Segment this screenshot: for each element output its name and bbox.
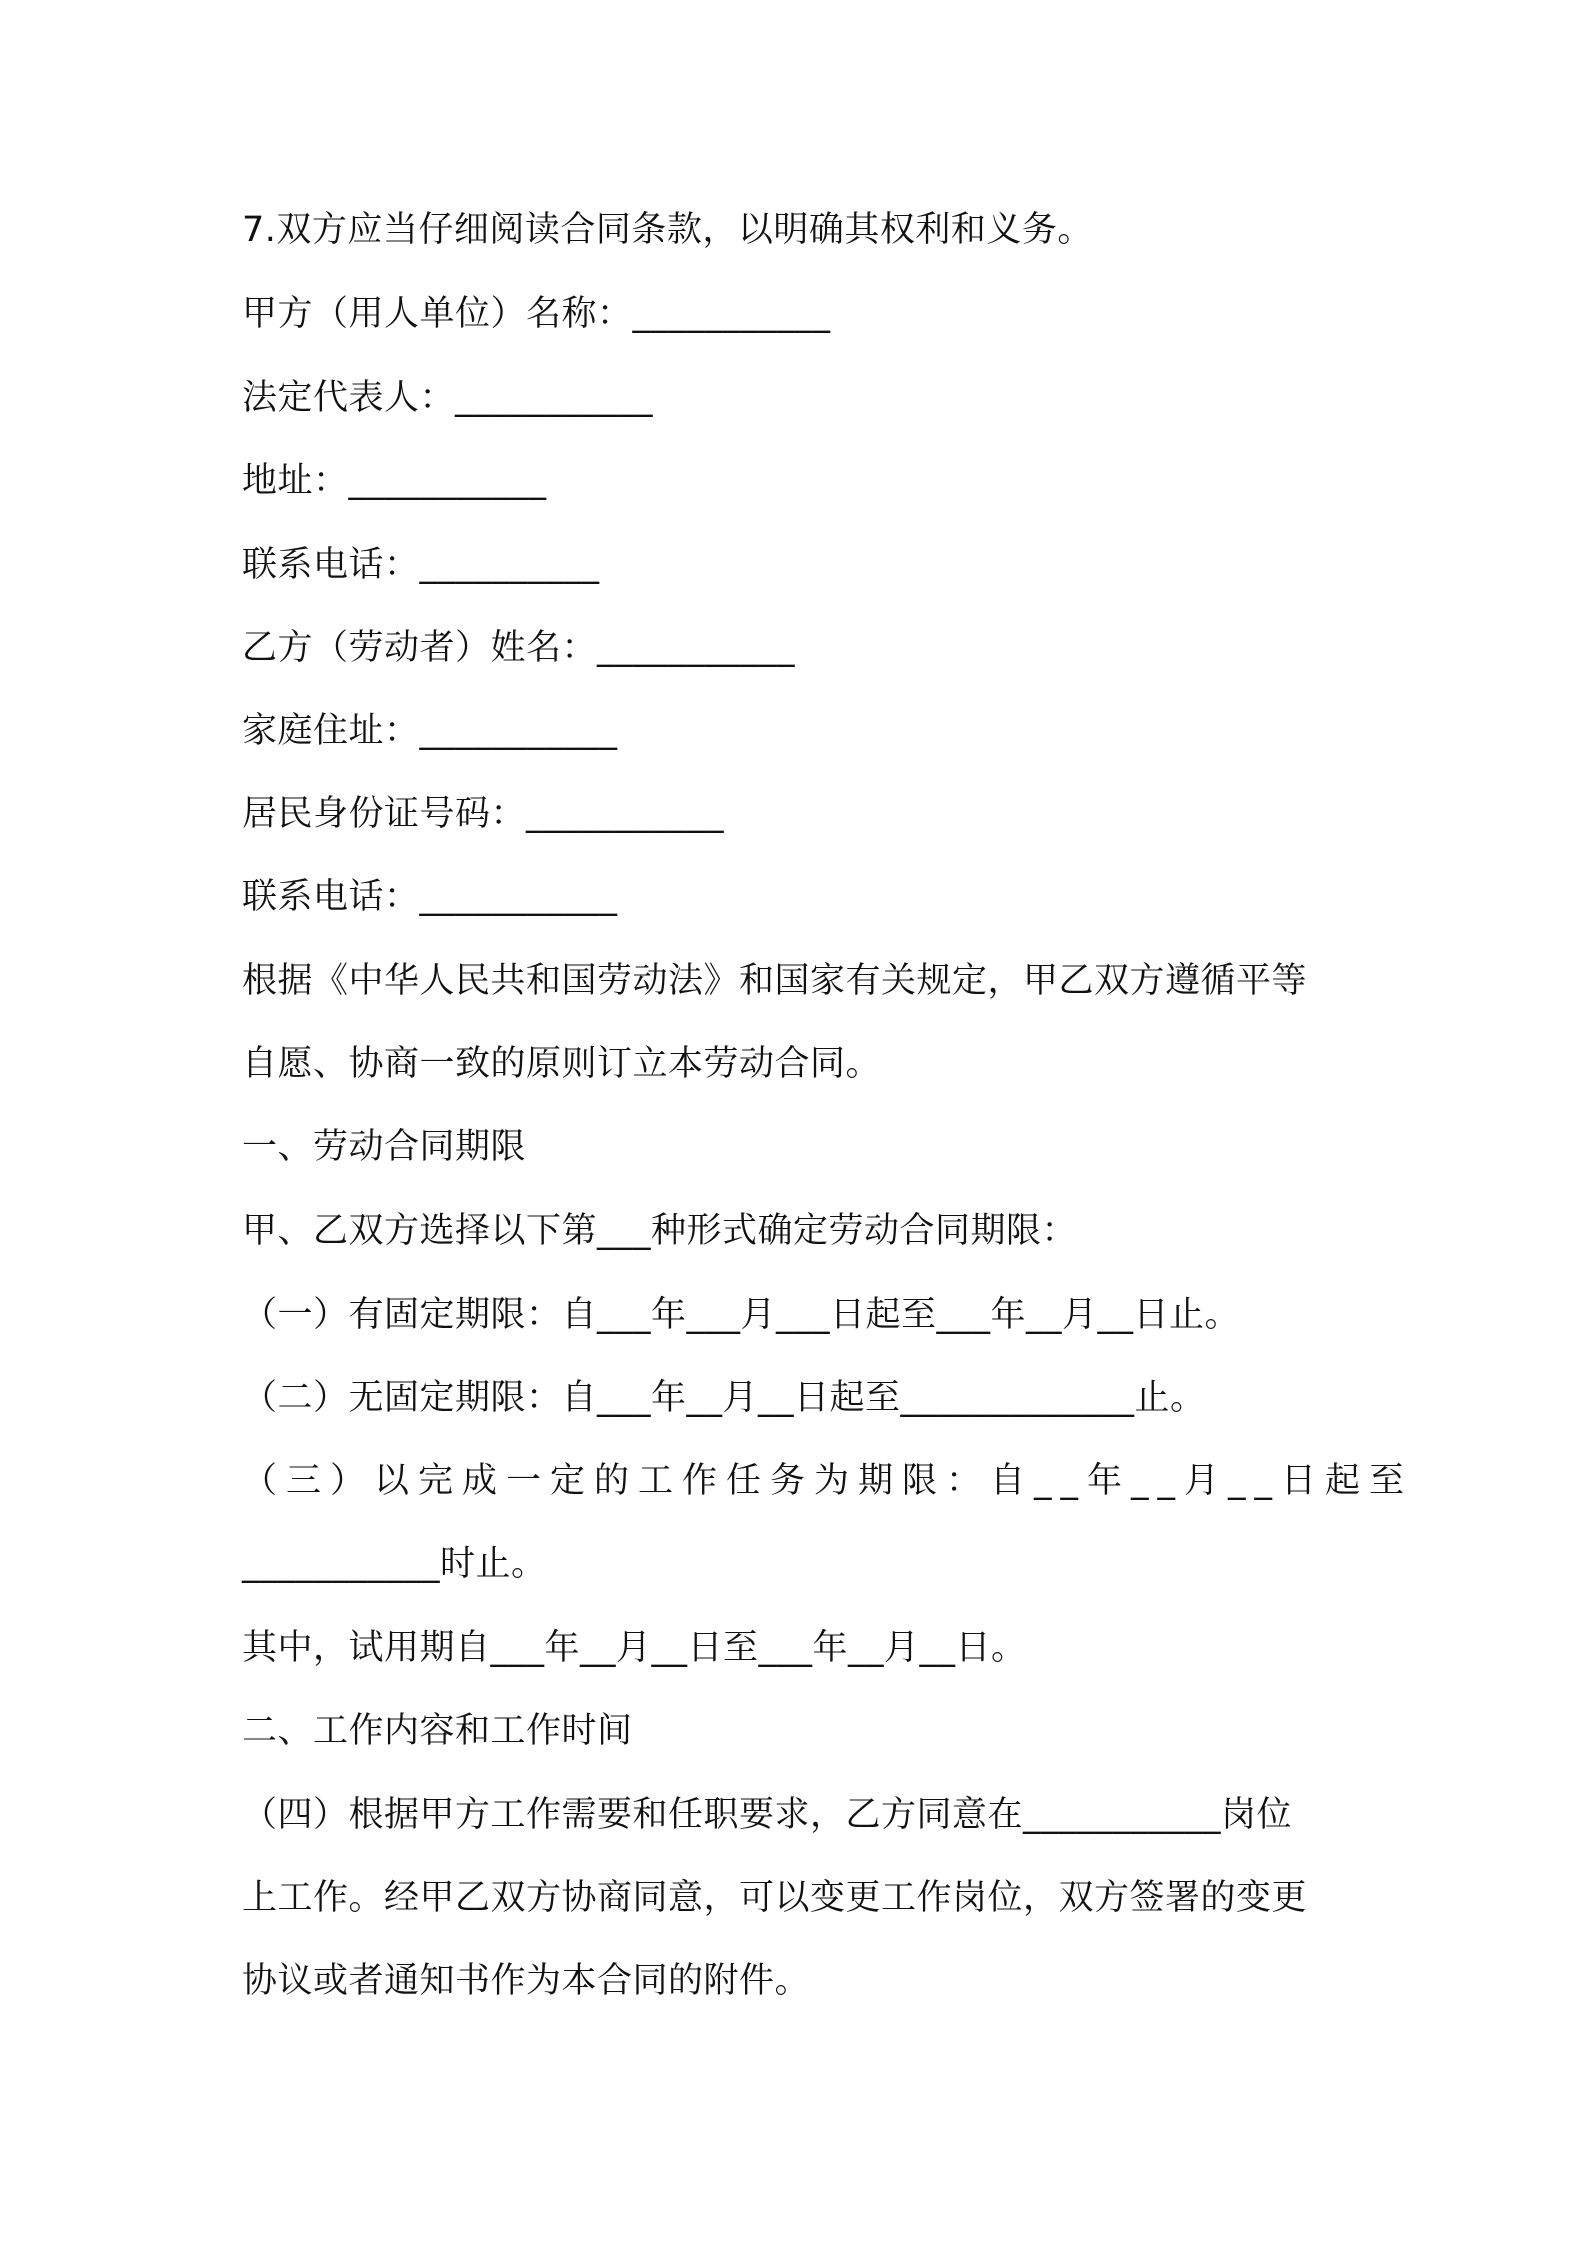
clause-7-text: 7.双方应当仔细阅读合同条款，以明确其权利和义务。 (242, 210, 1093, 250)
task-based-term-option-line-2: ___________时止。 (242, 1544, 547, 1584)
section-2-heading: 二、工作内容和工作时间 (242, 1711, 633, 1751)
party-b-home-address-field: 家庭住址：___________ (242, 711, 618, 751)
term-type-selection: 甲、乙双方选择以下第___种形式确定劳动合同期限： (242, 1211, 1078, 1251)
party-a-phone-field: 联系电话：__________ (242, 545, 600, 585)
clause-4-paragraph-line-3: 协议或者通知书作为本合同的附件。 (242, 1961, 811, 2001)
party-a-name-field: 甲方（用人单位）名称：___________ (242, 294, 831, 334)
open-ended-term-option: （二）无固定期限：自___年__月__日起至_____________止。 (242, 1378, 1206, 1418)
party-a-address-field: 地址：___________ (242, 461, 547, 501)
preamble-paragraph-line-2: 自愿、协商一致的原则订立本劳动合同。 (242, 1044, 882, 1084)
party-b-id-number-field: 居民身份证号码：___________ (242, 794, 725, 834)
probation-period-text: 其中，试用期自___年__月__日至___年__月__日。 (242, 1628, 1027, 1668)
party-b-name-field: 乙方（劳动者）姓名：___________ (242, 628, 796, 668)
fixed-term-option: （一）有固定期限：自___年___月___日起至___年__月__日止。 (242, 1295, 1241, 1335)
party-b-phone-field: 联系电话：___________ (242, 877, 618, 917)
legal-representative-field: 法定代表人：___________ (242, 378, 654, 418)
preamble-paragraph-line-1: 根据《中华人民共和国劳动法》和国家有关规定，甲乙双方遵循平等 (242, 961, 1308, 1001)
section-1-heading: 一、劳动合同期限 (242, 1127, 527, 1167)
clause-4-paragraph-line-1: （四）根据甲方工作需要和任职要求，乙方同意在___________岗位 (242, 1795, 1293, 1835)
task-based-term-option-line-1: （三）以完成一定的工作任务为期限：自__年__月__日起至 (242, 1461, 1414, 1501)
clause-4-paragraph-line-2: 上工作。经甲乙双方协商同意，可以变更工作岗位，双方签署的变更 (242, 1878, 1308, 1918)
